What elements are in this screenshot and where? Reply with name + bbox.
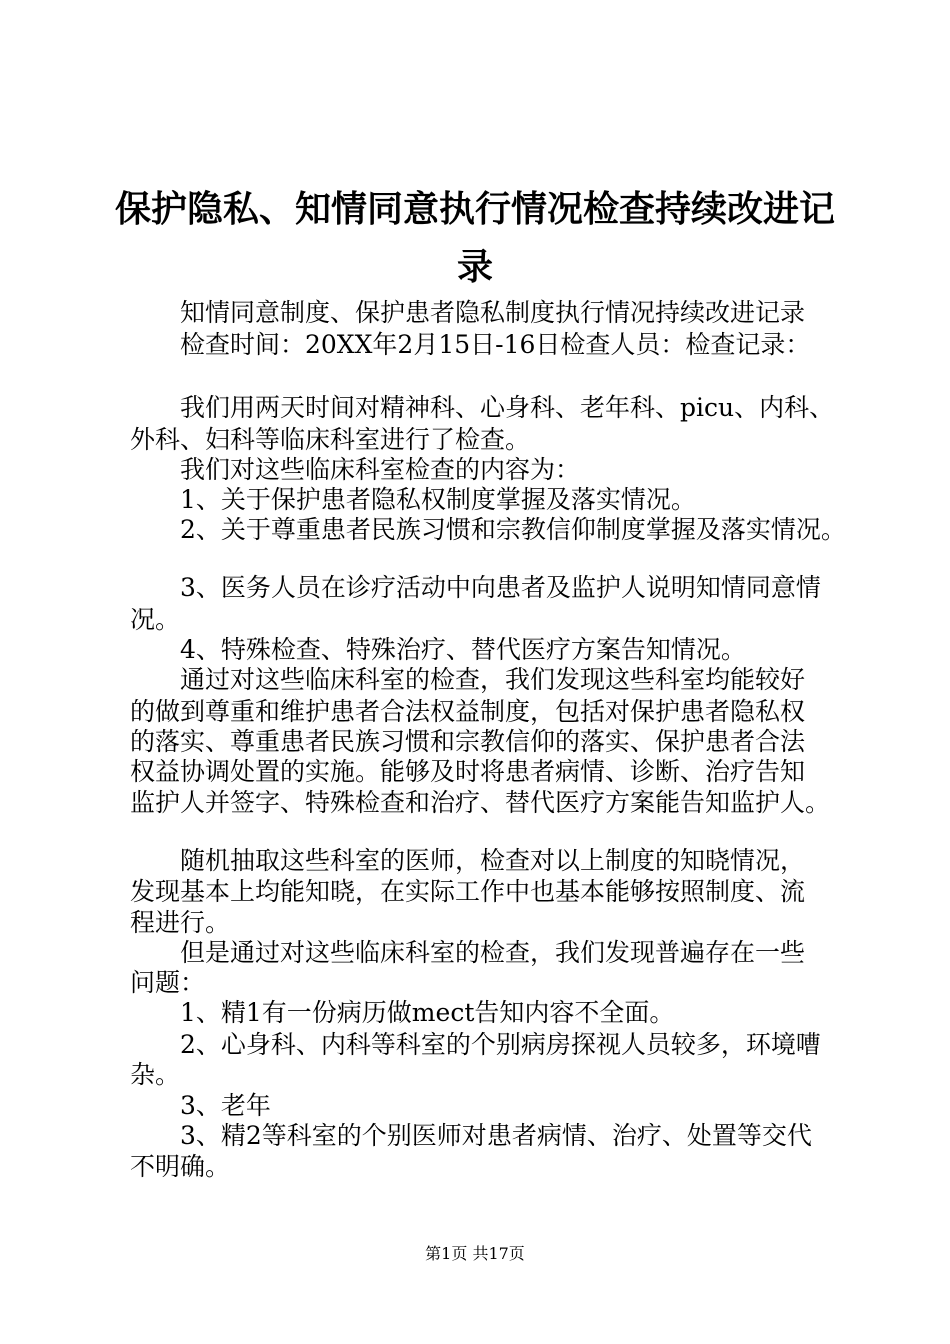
body-line: 问题： <box>130 968 206 997</box>
body-line: 外科、妇科等临床科室进行了检查。 <box>130 425 531 454</box>
body-line: 监护人并签字、特殊检查和治疗、替代医疗方案能告知监护人。 <box>130 788 831 817</box>
body-line: 程进行。 <box>130 908 231 937</box>
body-line: 2、关于尊重患者民族习惯和宗教信仰制度掌握及落实情况。 <box>180 515 846 544</box>
body-line: 但是通过对这些临床科室的检查，我们发现普遍存在一些 <box>180 938 806 967</box>
body-line: 通过对这些临床科室的检查，我们发现这些科室均能较好 <box>180 665 806 694</box>
body-line: 3、医务人员在诊疗活动中向患者及监护人说明知情同意情 <box>180 573 821 602</box>
body-line: 随机抽取这些科室的医师，检查对以上制度的知晓情况， <box>180 846 806 875</box>
body-line: 的做到尊重和维护患者合法权益制度，包括对保护患者隐私权 <box>130 697 806 726</box>
body-line: 发现基本上均能知晓，在实际工作中也基本能够按照制度、流 <box>130 877 806 906</box>
body-line: 的落实、尊重患者民族习惯和宗教信仰的落实、保护患者合法 <box>130 727 806 756</box>
document-title-line-1: 保护隐私、知情同意执行情况检查持续改进记 <box>114 189 835 230</box>
body-line: 检查时间：20XX年2月15日-16日检查人员：检查记录： <box>180 330 811 359</box>
body-line: 1、精1有一份病历做mect告知内容不全面。 <box>180 998 675 1027</box>
body-line: 不明确。 <box>130 1152 231 1181</box>
document-title-line-2: 录 <box>456 247 493 288</box>
body-line: 1、关于保护患者隐私权制度掌握及落实情况。 <box>180 485 696 514</box>
body-line: 3、老年 <box>180 1091 271 1120</box>
body-line: 况。 <box>130 605 181 634</box>
body-line: 我们对这些临床科室检查的内容为： <box>180 455 581 484</box>
page-number-footer: 第1页 共17页 <box>425 1244 525 1263</box>
body-line: 3、精2等科室的个别医师对患者病情、治疗、处置等交代 <box>180 1121 812 1150</box>
body-line: 知情同意制度、保护患者隐私制度执行情况持续改进记录 <box>180 298 806 327</box>
body-line: 2、心身科、内科等科室的个别病房探视人员较多，环境嘈 <box>180 1030 821 1059</box>
body-line: 我们用两天时间对精神科、心身科、老年科、picu、内科、 <box>180 393 835 422</box>
body-line: 杂。 <box>130 1060 181 1089</box>
body-line: 4、特殊检查、特殊治疗、替代医疗方案告知情况。 <box>180 635 746 664</box>
body-line: 权益协调处置的实施。能够及时将患者病情、诊断、治疗告知 <box>130 757 806 786</box>
